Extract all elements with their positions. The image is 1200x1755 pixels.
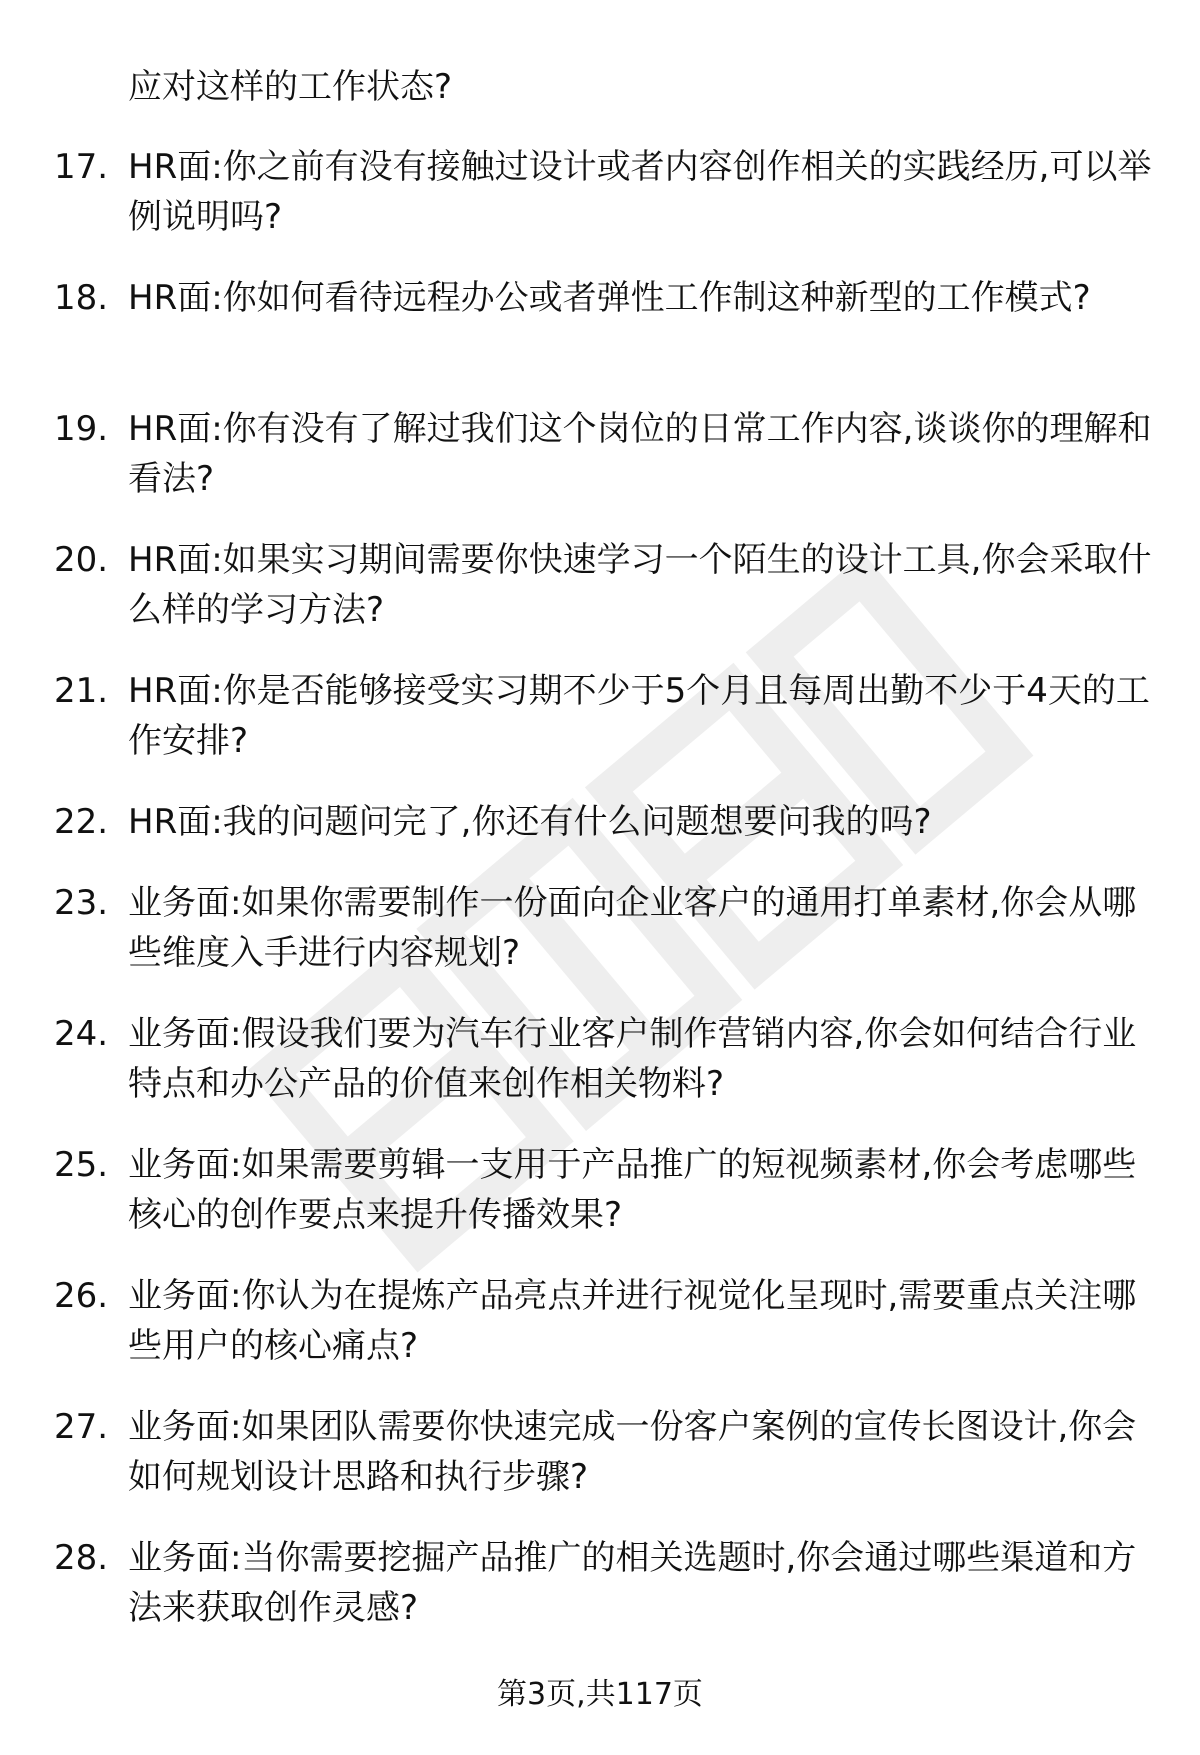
question-list — [0, 142, 1200, 1664]
list-item — [0, 404, 1200, 535]
question-text: 业务面:如果团队需要你快速完成一份客户案例的宣传长图设计,你会如何规划设计思路和执行步骤? — [128, 1407, 1137, 1497]
question-text: HR面:我的问题问完了,你还有什么问题想要问我的吗? — [128, 802, 932, 842]
question-text: 业务面:你认为在提炼产品亮点并进行视觉化呈现时,需要重点关注哪些用户的核心痛点? — [128, 1276, 1137, 1366]
list-item — [0, 1533, 1200, 1664]
question-text: HR面:如果实习期间需要你快速学习一个陌生的设计工具,你会采取什么样的学习方法? — [128, 540, 1152, 630]
question-text: HR面:你之前有没有接触过设计或者内容创作相关的实践经历,可以举例说明吗? — [128, 147, 1152, 237]
list-item — [0, 666, 1200, 797]
question-continuation: 应对这样的工作状态? — [128, 67, 453, 107]
question-number: 17. — [54, 147, 109, 187]
list-item — [0, 1402, 1200, 1533]
question-text: HR面:你有没有了解过我们这个岗位的日常工作内容,谈谈你的理解和看法? — [128, 409, 1152, 499]
list-item — [0, 1271, 1200, 1402]
question-number: 21. — [54, 671, 109, 711]
question-number: 20. — [54, 540, 109, 580]
question-number: 19. — [54, 409, 109, 449]
page-footer: 第3页,共117页 — [497, 1677, 703, 1712]
question-number: 23. — [54, 883, 109, 923]
question-text: 业务面:假设我们要为汽车行业客户制作营销内容,你会如何结合行业特点和办公产品的价值来创作相关物料? — [128, 1014, 1137, 1104]
question-text: HR面:你是否能够接受实习期不少于5个月且每周出勤不少于4天的工作安排? — [128, 671, 1150, 761]
list-item — [0, 797, 1200, 878]
question-number: 28. — [54, 1538, 109, 1578]
question-number: 25. — [54, 1145, 109, 1185]
question-number: 27. — [54, 1407, 109, 1447]
question-text: 业务面:如果需要剪辑一支用于产品推广的短视频素材,你会考虑哪些核心的创作要点来提升传播效果? — [128, 1145, 1137, 1235]
list-item — [0, 142, 1200, 273]
question-number: 26. — [54, 1276, 109, 1316]
question-text: HR面:你如何看待远程办公或者弹性工作制这种新型的工作模式? — [128, 278, 1091, 318]
list-item — [0, 273, 1200, 404]
question-number: 18. — [54, 278, 109, 318]
question-text: 业务面:如果你需要制作一份面向企业客户的通用打单素材,你会从哪些维度入手进行内容规划? — [128, 883, 1137, 973]
list-item — [0, 535, 1200, 666]
question-number: 22. — [54, 802, 109, 842]
question-text: 业务面:当你需要挖掘产品推广的相关选题时,你会通过哪些渠道和方法来获取创作灵感? — [128, 1538, 1137, 1628]
question-number: 24. — [54, 1014, 109, 1054]
list-item — [0, 1140, 1200, 1271]
list-item — [0, 1009, 1200, 1140]
list-item — [0, 878, 1200, 1009]
